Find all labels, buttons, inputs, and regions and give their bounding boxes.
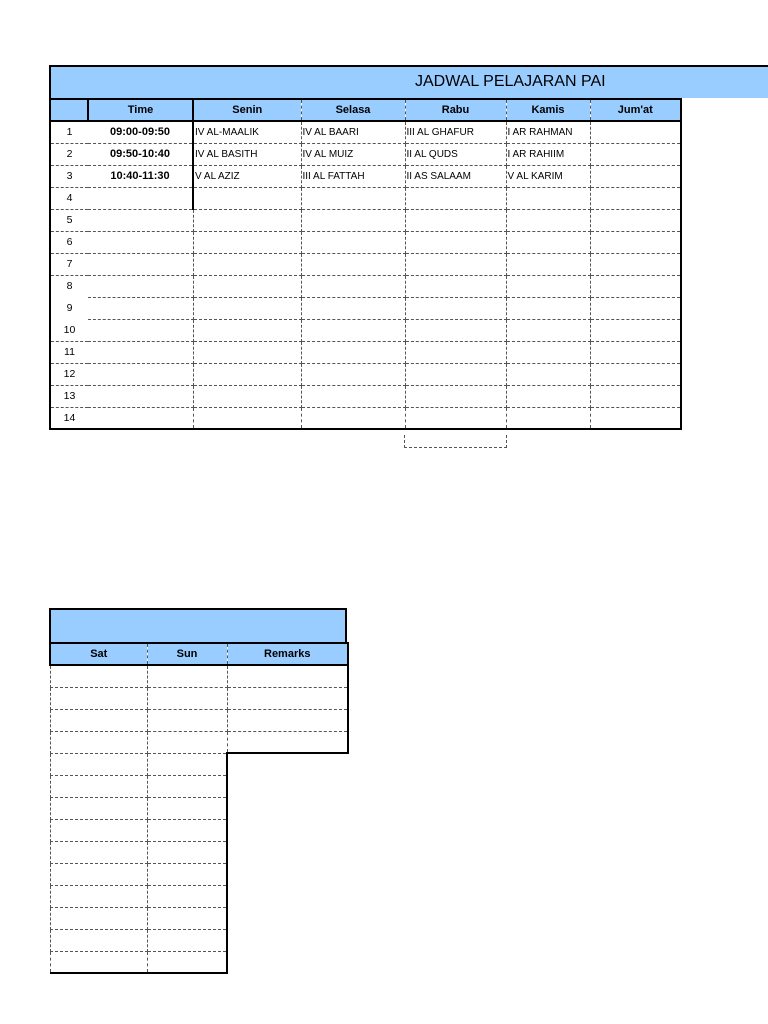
blank-area xyxy=(227,797,348,819)
sun-cell[interactable] xyxy=(147,797,227,819)
sat-cell[interactable] xyxy=(50,885,147,907)
sat-cell[interactable] xyxy=(50,951,147,973)
schedule-table xyxy=(49,98,682,430)
row-number[interactable]: 5 xyxy=(50,209,88,231)
sun-cell[interactable] xyxy=(147,841,227,863)
time-cell[interactable] xyxy=(88,407,193,429)
schedule-row xyxy=(50,231,681,253)
jumat-cell[interactable] xyxy=(590,407,681,429)
jumat-cell[interactable] xyxy=(590,275,681,297)
senin-cell[interactable] xyxy=(193,253,301,275)
header-sat: Sat xyxy=(50,643,147,665)
senin-cell[interactable] xyxy=(193,187,301,209)
schedule-row xyxy=(50,385,681,407)
row-number[interactable]: 9 xyxy=(50,297,88,319)
sun-cell[interactable] xyxy=(147,665,227,687)
weekend-row xyxy=(50,753,348,775)
senin-cell[interactable]: IV AL-MAALIK xyxy=(193,121,301,143)
sat-cell[interactable] xyxy=(50,863,147,885)
header-jumat: Jum'at xyxy=(590,99,681,121)
senin-cell[interactable] xyxy=(193,231,301,253)
schedule-title-band xyxy=(49,65,768,98)
row-number[interactable]: 11 xyxy=(50,341,88,363)
selasa-cell[interactable] xyxy=(301,341,405,363)
kamis-cell[interactable]: V AL KARIM xyxy=(506,165,590,187)
jumat-cell[interactable] xyxy=(590,143,681,165)
sat-cell[interactable] xyxy=(50,709,147,731)
schedule-row xyxy=(50,297,681,319)
sun-cell[interactable] xyxy=(147,863,227,885)
weekend-row xyxy=(50,819,348,841)
rabu-cell[interactable] xyxy=(405,407,506,429)
senin-cell[interactable]: IV AL BASITH xyxy=(193,143,301,165)
weekend-table xyxy=(49,642,349,974)
rabu-cell[interactable] xyxy=(405,363,506,385)
time-cell[interactable] xyxy=(88,319,193,341)
schedule-row xyxy=(50,165,681,187)
sat-cell[interactable] xyxy=(50,907,147,929)
rabu-cell[interactable]: II AS SALAAM xyxy=(405,165,506,187)
header-senin: Senin xyxy=(193,99,301,121)
header-rabu: Rabu xyxy=(405,99,506,121)
sat-cell[interactable] xyxy=(50,665,147,687)
sat-cell[interactable] xyxy=(50,687,147,709)
sun-cell[interactable] xyxy=(147,951,227,973)
senin-cell[interactable] xyxy=(193,275,301,297)
sat-cell[interactable] xyxy=(50,929,147,951)
header-remarks: Remarks xyxy=(227,643,348,665)
row-number[interactable]: 13 xyxy=(50,385,88,407)
blank-area xyxy=(227,951,348,973)
kamis-cell[interactable]: I AR RAHIIM xyxy=(506,143,590,165)
time-cell[interactable] xyxy=(88,209,193,231)
weekend-row xyxy=(50,885,348,907)
sun-cell[interactable] xyxy=(147,929,227,951)
rabu-cell[interactable] xyxy=(405,187,506,209)
kamis-cell[interactable] xyxy=(506,385,590,407)
schedule-row xyxy=(50,275,681,297)
selasa-cell[interactable] xyxy=(301,407,405,429)
senin-cell[interactable]: V AL AZIZ xyxy=(193,165,301,187)
senin-cell[interactable] xyxy=(193,407,301,429)
rabu-cell[interactable] xyxy=(405,209,506,231)
sun-cell[interactable] xyxy=(147,819,227,841)
time-cell[interactable]: 09:50-10:40 xyxy=(88,143,193,165)
header-number xyxy=(50,99,88,121)
sat-cell[interactable] xyxy=(50,775,147,797)
selasa-cell[interactable] xyxy=(301,275,405,297)
sat-cell[interactable] xyxy=(50,797,147,819)
weekend-row xyxy=(50,797,348,819)
remarks-cell[interactable] xyxy=(227,687,348,709)
row-number[interactable]: 7 xyxy=(50,253,88,275)
weekend-header-row xyxy=(50,643,348,665)
remarks-cell[interactable] xyxy=(227,665,348,687)
rabu-cell[interactable]: III AL GHAFUR xyxy=(405,121,506,143)
senin-cell[interactable] xyxy=(193,363,301,385)
time-cell[interactable] xyxy=(88,187,193,209)
selasa-cell[interactable] xyxy=(301,385,405,407)
rabu-cell[interactable]: II AL QUDS xyxy=(405,143,506,165)
schedule-row xyxy=(50,209,681,231)
header-selasa: Selasa xyxy=(301,99,405,121)
time-cell[interactable] xyxy=(88,385,193,407)
senin-cell[interactable] xyxy=(193,209,301,231)
weekend-row xyxy=(50,665,348,687)
row-number[interactable]: 6 xyxy=(50,231,88,253)
weekend-row xyxy=(50,951,348,973)
schedule-row xyxy=(50,121,681,143)
row-number[interactable]: 14 xyxy=(50,407,88,429)
senin-cell[interactable] xyxy=(193,297,301,319)
weekend-row xyxy=(50,731,348,753)
row-number[interactable]: 1 xyxy=(50,121,88,143)
selasa-cell[interactable]: IV AL BAARI xyxy=(301,121,405,143)
rabu-cell[interactable] xyxy=(405,231,506,253)
blank-area xyxy=(227,863,348,885)
kamis-cell[interactable]: I AR RAHMAN xyxy=(506,121,590,143)
time-cell[interactable] xyxy=(88,363,193,385)
jumat-cell[interactable] xyxy=(590,363,681,385)
schedule-row xyxy=(50,319,681,341)
jumat-cell[interactable] xyxy=(590,385,681,407)
kamis-cell[interactable] xyxy=(506,209,590,231)
weekend-row xyxy=(50,929,348,951)
jumat-cell[interactable] xyxy=(590,341,681,363)
schedule-row xyxy=(50,187,681,209)
weekend-row xyxy=(50,841,348,863)
weekend-row xyxy=(50,775,348,797)
jumat-cell[interactable] xyxy=(590,165,681,187)
jumat-cell[interactable] xyxy=(590,209,681,231)
header-kamis: Kamis xyxy=(506,99,590,121)
schedule-row xyxy=(50,143,681,165)
rabu-overflow-cell xyxy=(404,435,507,448)
blank-area xyxy=(227,753,348,775)
kamis-cell[interactable] xyxy=(506,187,590,209)
jumat-cell[interactable] xyxy=(590,297,681,319)
selasa-cell[interactable]: IV AL MUIZ xyxy=(301,143,405,165)
sun-cell[interactable] xyxy=(147,907,227,929)
jumat-cell[interactable] xyxy=(590,121,681,143)
jumat-cell[interactable] xyxy=(590,187,681,209)
selasa-cell[interactable] xyxy=(301,363,405,385)
jumat-cell[interactable] xyxy=(590,319,681,341)
senin-cell[interactable] xyxy=(193,341,301,363)
kamis-cell[interactable] xyxy=(506,253,590,275)
time-cell[interactable] xyxy=(88,231,193,253)
schedule-row xyxy=(50,363,681,385)
time-cell[interactable]: 09:00-09:50 xyxy=(88,121,193,143)
blank-area xyxy=(227,841,348,863)
time-cell[interactable] xyxy=(88,275,193,297)
selasa-cell[interactable] xyxy=(301,253,405,275)
weekend-row xyxy=(50,687,348,709)
rabu-cell[interactable] xyxy=(405,253,506,275)
rabu-cell[interactable] xyxy=(405,319,506,341)
sun-cell[interactable] xyxy=(147,753,227,775)
rabu-cell[interactable] xyxy=(405,385,506,407)
jumat-cell[interactable] xyxy=(590,253,681,275)
row-number[interactable]: 12 xyxy=(50,363,88,385)
sun-cell[interactable] xyxy=(147,731,227,753)
kamis-cell[interactable] xyxy=(506,275,590,297)
rabu-cell[interactable] xyxy=(405,341,506,363)
weekend-row xyxy=(50,907,348,929)
blank-area xyxy=(227,907,348,929)
row-number[interactable]: 2 xyxy=(50,143,88,165)
sat-cell[interactable] xyxy=(50,841,147,863)
header-sun: Sun xyxy=(147,643,227,665)
weekend-row xyxy=(50,709,348,731)
time-cell[interactable] xyxy=(88,253,193,275)
kamis-cell[interactable] xyxy=(506,297,590,319)
remarks-cell[interactable] xyxy=(227,731,348,753)
selasa-cell[interactable] xyxy=(301,297,405,319)
blank-area xyxy=(227,775,348,797)
sat-cell[interactable] xyxy=(50,731,147,753)
senin-cell[interactable] xyxy=(193,319,301,341)
selasa-cell[interactable] xyxy=(301,187,405,209)
weekend-row xyxy=(50,863,348,885)
blank-area xyxy=(227,885,348,907)
kamis-cell[interactable] xyxy=(506,319,590,341)
blank-area xyxy=(227,819,348,841)
sun-cell[interactable] xyxy=(147,885,227,907)
sat-cell[interactable] xyxy=(50,819,147,841)
remarks-cell[interactable] xyxy=(227,709,348,731)
row-number[interactable]: 8 xyxy=(50,275,88,297)
sat-cell[interactable] xyxy=(50,753,147,775)
kamis-cell[interactable] xyxy=(506,341,590,363)
rabu-cell[interactable] xyxy=(405,297,506,319)
schedule-title: JADWAL PELAJARAN PAI xyxy=(415,73,606,90)
selasa-cell[interactable]: III AL FATTAH xyxy=(301,165,405,187)
blank-area xyxy=(227,929,348,951)
kamis-cell[interactable] xyxy=(506,231,590,253)
rabu-cell[interactable] xyxy=(405,275,506,297)
row-number[interactable]: 4 xyxy=(50,187,88,209)
row-number[interactable]: 10 xyxy=(50,319,88,341)
weekend-title-band xyxy=(49,608,347,642)
schedule-row xyxy=(50,341,681,363)
header-time: Time xyxy=(88,99,193,121)
schedule-row xyxy=(50,407,681,429)
time-cell[interactable] xyxy=(88,297,193,319)
sun-cell[interactable] xyxy=(147,687,227,709)
time-cell[interactable] xyxy=(88,341,193,363)
selasa-cell[interactable] xyxy=(301,209,405,231)
senin-cell[interactable] xyxy=(193,385,301,407)
schedule-header-row xyxy=(50,99,681,121)
kamis-cell[interactable] xyxy=(506,407,590,429)
row-number[interactable]: 3 xyxy=(50,165,88,187)
sun-cell[interactable] xyxy=(147,775,227,797)
selasa-cell[interactable] xyxy=(301,319,405,341)
sun-cell[interactable] xyxy=(147,709,227,731)
schedule-row xyxy=(50,253,681,275)
time-cell[interactable]: 10:40-11:30 xyxy=(88,165,193,187)
jumat-cell[interactable] xyxy=(590,231,681,253)
kamis-cell[interactable] xyxy=(506,363,590,385)
selasa-cell[interactable] xyxy=(301,231,405,253)
